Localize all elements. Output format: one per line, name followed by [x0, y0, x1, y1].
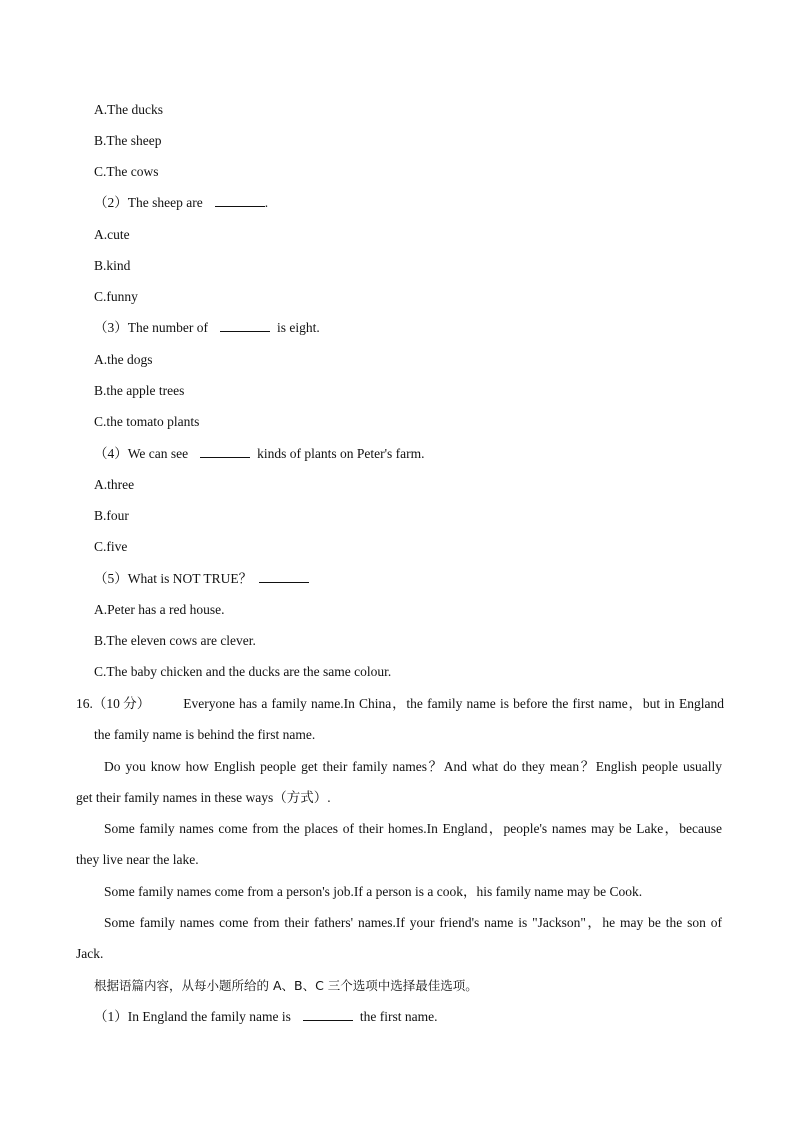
q15-3-option-a: A.the dogs: [94, 352, 153, 367]
q16-p1-line2: the family name is behind the first name.: [94, 727, 316, 742]
q15-5-prefix: （5）What is NOT TRUE？: [94, 571, 253, 586]
q16-p4-line1: Some family names come from a person's job.If a person is a cook，his family name may be Cook.: [104, 884, 643, 899]
q15-4-prefix: （4）We can see: [94, 446, 189, 461]
q15-1-option-a: A.The ducks: [94, 102, 163, 117]
q15-3-option-b: B.the apple trees: [94, 383, 185, 398]
q15-2-option-a: A.cute: [94, 227, 130, 242]
answer-blank: [215, 195, 265, 207]
answer-blank: [220, 320, 270, 332]
q15-4-option-a: A.three: [94, 477, 135, 492]
q15-4-suffix: kinds of plants on Peter's farm.: [257, 446, 425, 461]
q15-2-prefix: （2）The sheep are: [94, 195, 203, 210]
q16-p3-line2: they live near the lake.: [76, 852, 199, 867]
q15-1-option-c: C.The cows: [94, 164, 159, 179]
q16-1-stem: [94, 1009, 437, 1025]
q16-p1-line1: Everyone has a family name.In China，the family name is before the first name，but in England: [183, 696, 724, 711]
q15-5-option-b: B.The eleven cows are clever.: [94, 633, 256, 648]
q16-1-suffix: the first name.: [359, 1009, 438, 1024]
q15-5-stem: [94, 571, 309, 587]
q15-3-prefix: （3）The number of: [94, 320, 208, 335]
q15-1-option-b: B.The sheep: [94, 133, 162, 148]
q16-p2-line2: get their family names in these ways（方式）.: [76, 790, 331, 805]
q15-2-suffix: .: [264, 195, 269, 210]
q15-5-option-a: A.Peter has a red house.: [94, 602, 225, 617]
q15-3-suffix: is eight.: [276, 320, 320, 335]
q15-5-option-c: C.The baby chicken and the ducks are the same colour.: [94, 664, 392, 679]
q16-instruction: 根据语篇内容，从每小题所给的 A、B、C 三个选项中选择最佳选项。: [94, 978, 478, 993]
q16-p2-line1: Do you know how English people get their family names？And what do they mean？English people usually: [104, 759, 722, 774]
q15-4-option-b: B.four: [94, 508, 129, 523]
q16-p5-line2: Jack.: [76, 946, 104, 961]
q15-2-option-c: C.funny: [94, 289, 138, 304]
q15-4-option-c: C.five: [94, 539, 128, 554]
q15-2-stem: [94, 195, 268, 211]
q16-passage-line-1: [76, 696, 724, 712]
q15-2-option-b: B.kind: [94, 258, 131, 273]
answer-blank: [259, 571, 309, 583]
q15-4-stem: [94, 446, 425, 462]
q16-p3-line1: Some family names come from the places of their homes.In England，people's names may be Lake，because: [104, 821, 722, 836]
answer-blank: [303, 1009, 353, 1021]
q15-3-option-c: C.the tomato plants: [94, 414, 200, 429]
q15-3-stem: [94, 320, 320, 336]
answer-blank: [200, 446, 250, 458]
q16-1-prefix: （1）In England the family name is: [94, 1009, 291, 1024]
q16-number: 16.（10 分）: [76, 696, 151, 711]
q16-p5-line1: Some family names come from their fathers' names.If your friend's name is "Jackson"，he may be the son of: [104, 915, 722, 930]
